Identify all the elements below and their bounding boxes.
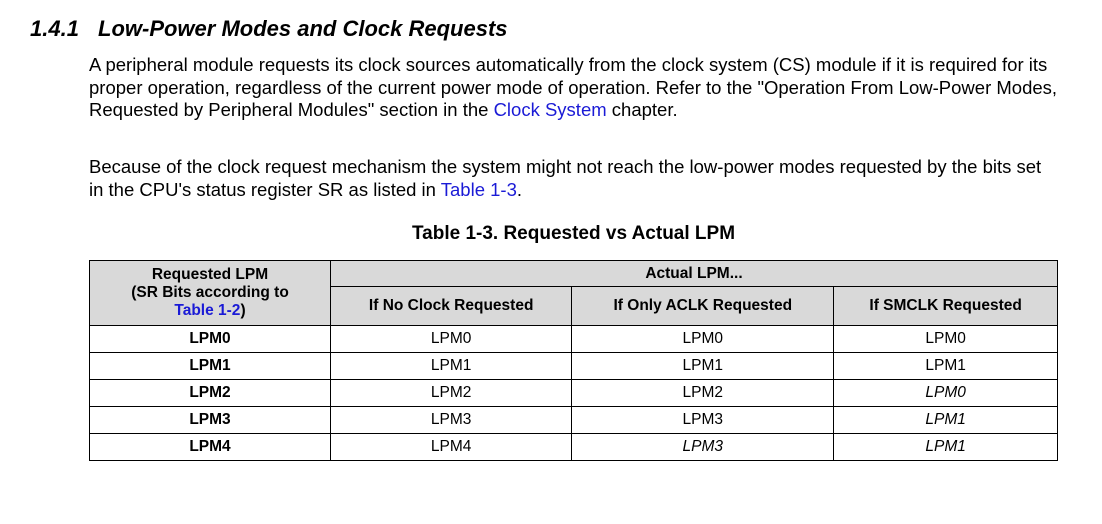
cell-requested: LPM1 (90, 353, 331, 380)
paragraph2-text-after: . (516, 178, 523, 200)
header-aclk: If Only ACLK Requested (572, 287, 834, 326)
cell-requested: LPM2 (90, 380, 331, 407)
cell-aclk: LPM3 (572, 407, 834, 434)
header-requested-line2: (SR Bits according to (131, 284, 289, 301)
cell-no-clock: LPM2 (331, 380, 572, 407)
cell-smclk: LPM1 (834, 407, 1058, 434)
cell-aclk: LPM2 (572, 380, 834, 407)
cell-no-clock: LPM1 (331, 353, 572, 380)
cell-smclk: LPM1 (834, 353, 1058, 380)
paragraph2-text: Because of the clock request mechanism the system might not reach the low-power modes requested by the bits set in the CPU's status register SR as listed in (89, 156, 1042, 200)
cell-aclk: LPM0 (572, 326, 834, 353)
header-requested-lpm (90, 261, 331, 326)
header-requested-line1: Requested LPM (151, 266, 269, 283)
table-1-2-link[interactable]: Table 1-2 (174, 302, 241, 319)
paragraph-lpm-mechanism (89, 156, 1059, 201)
cell-no-clock: LPM0 (331, 326, 572, 353)
paragraph1-text: A peripheral module requests its clock sources automatically from the clock system (CS) module if it is required for its proper operation, regardless of the current power mode of operation. Refer to the "Operation From Low-Power Modes, Requested by Peripheral Modules" section in the (89, 54, 1058, 120)
cell-requested: LPM0 (90, 326, 331, 353)
cell-aclk: LPM1 (572, 353, 834, 380)
table-caption: Table 1-3. Requested vs Actual LPM (411, 223, 736, 244)
cell-smclk: LPM0 (834, 380, 1058, 407)
header-actual-lpm: Actual LPM... (331, 261, 1058, 287)
cell-no-clock: LPM3 (331, 407, 572, 434)
table-1-3-link[interactable]: Table 1-3 (440, 178, 517, 200)
cell-requested: LPM4 (90, 434, 331, 461)
header-requested-close: ) (240, 302, 246, 319)
header-smclk: If SMCLK Requested (834, 287, 1058, 326)
cell-aclk: LPM3 (572, 434, 834, 461)
table-row (90, 326, 1058, 353)
cell-requested: LPM3 (90, 407, 331, 434)
table-row (90, 380, 1058, 407)
cell-smclk: LPM1 (834, 434, 1058, 461)
clock-system-link[interactable]: Clock System (493, 99, 607, 120)
cell-no-clock: LPM4 (331, 434, 572, 461)
header-no-clock: If No Clock Requested (331, 287, 572, 326)
table-row (90, 353, 1058, 380)
section-number: 1.4.1 (30, 16, 79, 41)
section-heading (30, 16, 508, 42)
paragraph-clock-requests (89, 54, 1059, 122)
section-title: Low-Power Modes and Clock Requests (98, 16, 508, 41)
paragraph1-text-after: chapter. (606, 99, 678, 120)
table-row (90, 407, 1058, 434)
cell-smclk: LPM0 (834, 326, 1058, 353)
table-row (90, 434, 1058, 461)
lpm-table (89, 260, 1058, 461)
